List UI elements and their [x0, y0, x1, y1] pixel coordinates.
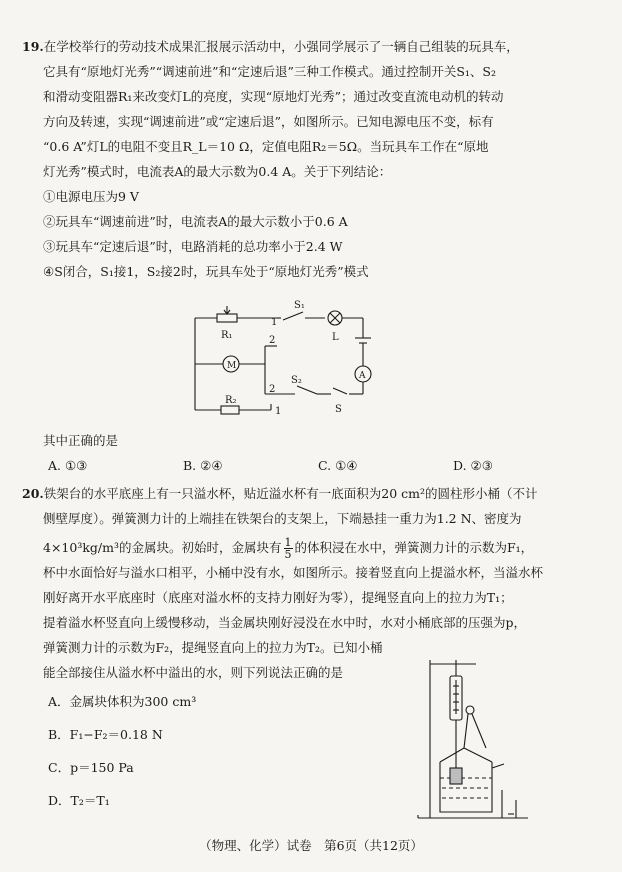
label-s1: S₁ — [294, 300, 305, 311]
q20-line-4: 杯中水面恰好与溢水口相平，小桶中没有水，如图所示。接着竖直向上提溢水杯，当溢水杯 — [43, 565, 544, 580]
frac-num: 1 — [284, 536, 292, 549]
q19-number: 19. — [22, 39, 44, 54]
q19-statement-2: ②玩具车“调速前进”时，电流表A的最大示数小于0.6 A — [43, 214, 348, 229]
page-footer: （物理、化学）试卷 第6页（共12页） — [199, 838, 423, 853]
q20-option-b[interactable]: B．F₁−F₂＝0.18 N — [48, 727, 163, 742]
q19-statement-4: ④S闭合，S₁接1，S₂接2时，玩具车处于“原地灯光秀”模式 — [43, 264, 369, 279]
frac-den: 5 — [284, 548, 292, 561]
q19-line-6: 灯光秀”模式时，电流表A的最大示数为0.4 A。关于下列结论： — [43, 164, 392, 179]
q20-number: 20. — [22, 486, 44, 501]
label-m: M — [227, 361, 237, 371]
q20-line-6: 提着溢水杯竖直向上缓慢移动，当金属块刚好浸没在水中时，水对小桶底部的压强为p， — [43, 615, 527, 630]
label-1-bottom: 1 — [275, 406, 282, 417]
label-2-lower: 2 — [269, 384, 276, 395]
q20-line-2: 侧壁厚度）。弹簧测力计的上端挂在铁架台的支架上，下端悬挂一重力为1.2 N、密度为 — [43, 511, 522, 526]
circuit-diagram — [185, 290, 395, 425]
label-2-upper: 2 — [269, 335, 276, 346]
q19-line-5: “0.6 A”灯L的电阻不变且R_L＝10 Ω，定值电阻R₂＝5Ω。当玩具车工作在“原地 — [43, 139, 489, 154]
q20-line-1 — [22, 485, 538, 502]
fraction-one-fifth — [284, 537, 293, 560]
resistor-r2 — [221, 406, 239, 414]
label-1-top: 1 — [271, 317, 278, 328]
label-r1: R₁ — [221, 330, 233, 341]
q19-statement-1: ①电源电压为9 V — [43, 189, 139, 204]
label-s: S — [335, 404, 342, 415]
q19-line-4: 方向及转速，实现“调速前进”或“定速后退”，如图所示。已知电源电压不变，标有 — [43, 114, 494, 129]
q19-line-2: 它具有“原地灯光秀”“调速前进”和“定速后退”三种工作模式。通过控制开关S₁、S₂ — [43, 64, 496, 79]
q20-text: 铁架台的水平底座上有一只溢水杯，贴近溢水杯有一底面积为20 cm²的圆柱形小桶（不计 — [43, 486, 538, 501]
q19-option-b[interactable]: B. ②④ — [183, 458, 223, 473]
q19-text: 在学校举行的劳动技术成果汇报展示活动中，小强同学展示了一辆自己组装的玩具车， — [43, 39, 519, 54]
q19-option-d[interactable]: D. ②③ — [453, 458, 493, 473]
q19-statement-3: ③玩具车“定速后退”时，电路消耗的总功率小于2.4 W — [43, 239, 343, 254]
q20-line-3-pre: 4×10³kg/m³的金属块。初始时，金属块有 — [43, 540, 282, 555]
label-a: A — [359, 371, 366, 381]
apparatus-figure — [410, 650, 540, 825]
q20-option-d[interactable]: D．T₂＝T₁ — [48, 793, 110, 808]
q20-line-3 — [43, 537, 533, 560]
label-l: L — [332, 332, 339, 343]
label-s2: S₂ — [291, 375, 302, 386]
q20-line-7: 弹簧测力计的示数为F₂，提绳竖直向上的拉力为T₂。已知小桶 — [43, 640, 383, 655]
q20-line-8: 能全部接住从溢水杯中溢出的水，则下列说法正确的是 — [43, 665, 344, 680]
q19-option-a[interactable]: A. ①③ — [48, 458, 88, 473]
q19-line-3: 和滑动变阻器R₁来改变灯L的亮度，实现“原地灯光秀”；通过改变直流电动机的转动 — [43, 89, 504, 104]
label-r2: R₂ — [225, 395, 237, 406]
q19-line-1 — [22, 38, 519, 55]
q19-prompt: 其中正确的是 — [43, 433, 119, 448]
q19-option-c[interactable]: C. ①④ — [318, 458, 358, 473]
resistor-r1 — [217, 314, 237, 322]
q20-option-a[interactable]: A．金属块体积为300 cm³ — [48, 694, 197, 709]
q20-option-c[interactable]: C．p＝150 Pa — [48, 760, 134, 775]
q20-line-3-post: 的体积浸在水中，弹簧测力计的示数为F₁， — [294, 540, 534, 555]
metal-block — [450, 768, 462, 784]
q20-line-5: 刚好离开水平底座时（底座对溢水杯的支持力刚好为零），提绳竖直向上的拉力为T₁； — [43, 590, 513, 605]
